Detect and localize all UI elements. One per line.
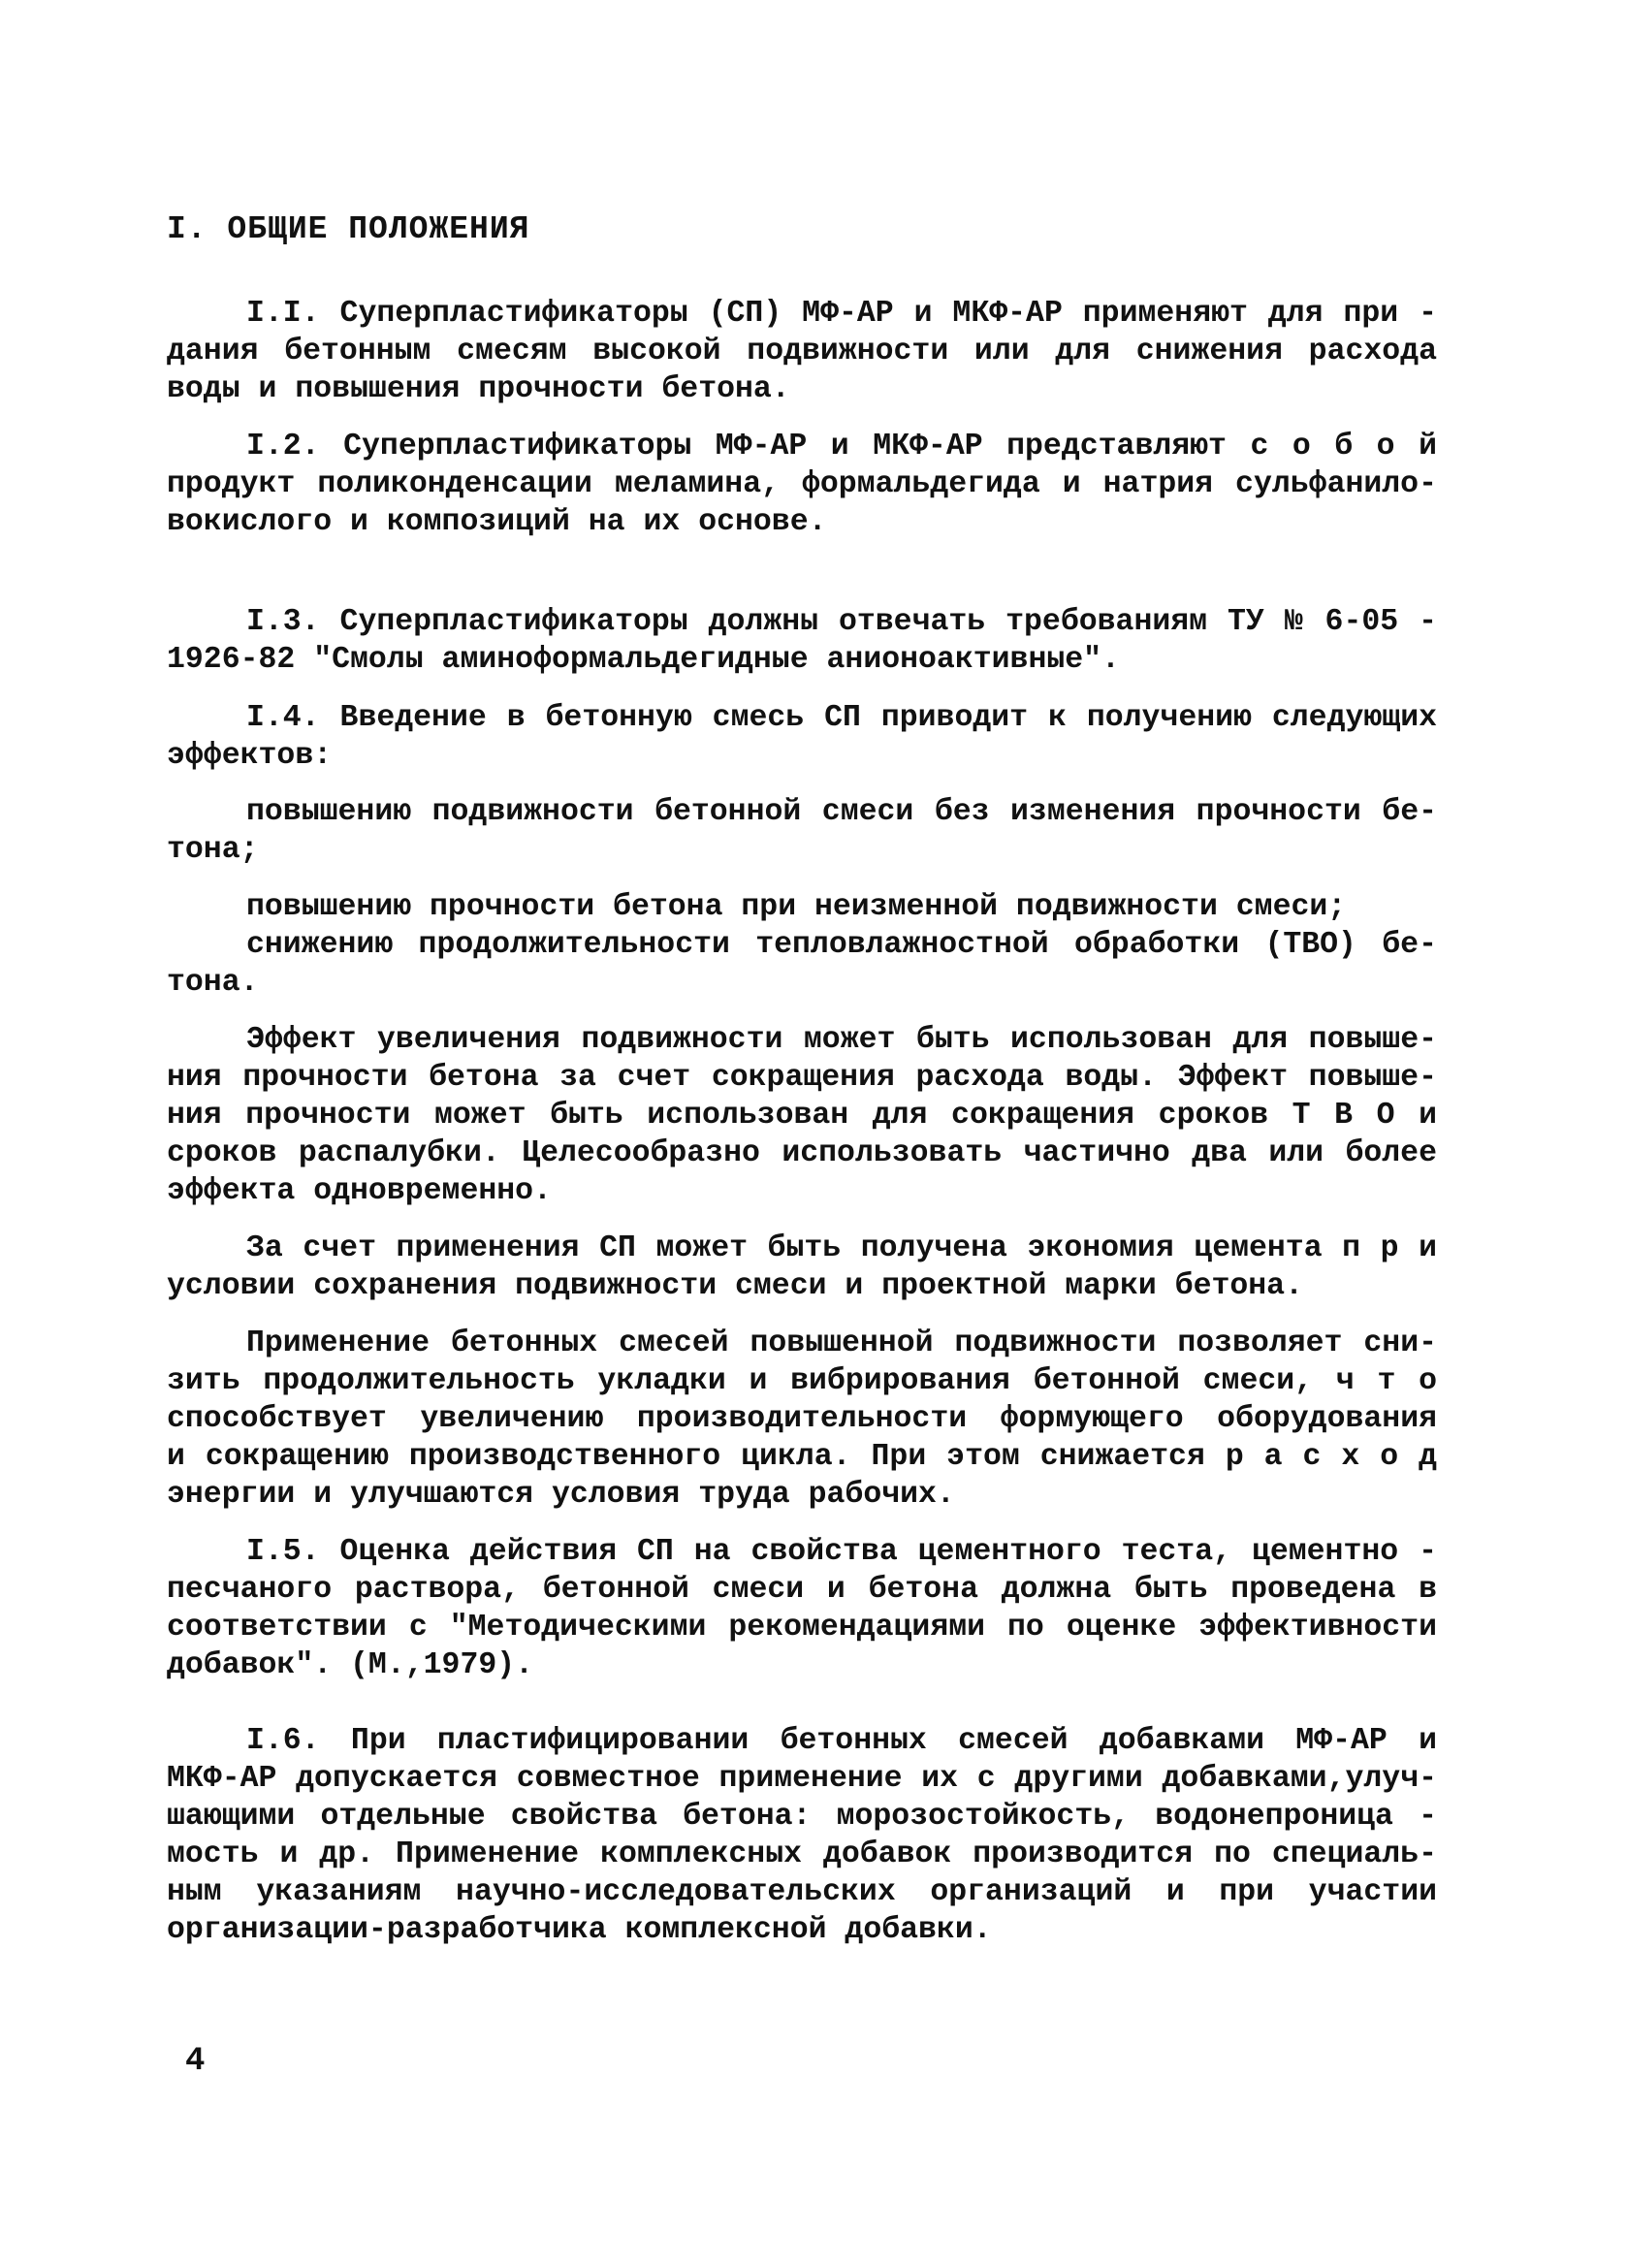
text-line: 1926-82 "Смолы аминоформальдегидные анионоактивные". (167, 643, 1120, 677)
text-line: эффектов: (167, 739, 333, 773)
text-line: ным указаниям научно-исследовательских организаций и при участии (167, 1875, 1437, 1909)
text-line: повышению подвижности бетонной смеси без изменения прочности бе- (246, 795, 1437, 829)
text-line: ния прочности бетона за счет сокращения расхода воды. Эффект повыше- (167, 1061, 1437, 1095)
text-line: добавок". (М.,1979). (167, 1648, 534, 1682)
text-line: воды и повышения прочности бетона. (167, 372, 790, 406)
text-line: Применение бетонных смесей повышенной подвижности позволяет сни- (246, 1326, 1437, 1360)
text-line: I.6. При пластифицировании бетонных смесей добавками МФ-АР и (246, 1724, 1437, 1758)
text-line: I.3. Суперпластификаторы должны отвечать требованиям ТУ № 6-05 - (246, 605, 1437, 639)
section-heading: I. ОБЩИЕ ПОЛОЖЕНИЯ (167, 211, 530, 247)
text-line: I.4. Введение в бетонную смесь СП приводит к получению следующих (246, 701, 1437, 735)
text-line: повышению прочности бетона при неизменной подвижности смеси; (246, 890, 1347, 924)
text-line: I.2. Суперпластификаторы МФ-АР и МКФ-АР представляют с о б о й (246, 430, 1437, 463)
page-number: 4 (185, 2043, 206, 2080)
text-line: дания бетонным смесям высокой подвижности или для снижения расхода (167, 335, 1437, 368)
text-line: вокислого и композиций на их основе. (167, 505, 827, 539)
text-line: тона. (167, 966, 259, 1000)
text-line: и сокращению производственного цикла. При этом снижается р а с х о д (167, 1440, 1437, 1474)
text-line: снижению продолжительности тепловлажностной обработки (ТВО) бе- (246, 928, 1437, 962)
text-line: тона; (167, 833, 259, 867)
text-line: способствует увеличению производительности формующего оборудования (167, 1402, 1437, 1436)
text-line: условии сохранения подвижности смеси и проектной марки бетона. (167, 1269, 1303, 1303)
text-line: зить продолжительность укладки и вибрирования бетонной смеси, ч т о (167, 1364, 1437, 1398)
text-line: эффекта одновременно. (167, 1174, 552, 1208)
text-line: соответствии с "Методическими рекомендациями по оценке эффективности (167, 1611, 1437, 1645)
text-line: шающими отдельные свойства бетона: морозостойкость, водонепроница - (167, 1800, 1437, 1834)
text-line: МКФ-АР допускается совместное применение их с другими добавками,улуч- (167, 1762, 1437, 1796)
text-line: организации-разработчика комплексной добавки. (167, 1913, 992, 1947)
text-line: сроков распалубки. Целесообразно использовать частично два или более (167, 1136, 1437, 1170)
text-line: мость и др. Применение комплексных добавок производится по специаль- (167, 1837, 1437, 1871)
text-line: энергии и улучшаются условия труда рабочих. (167, 1478, 955, 1512)
text-line: ния прочности может быть использован для сокращения сроков Т В О и (167, 1099, 1437, 1133)
text-line: За счет применения СП может быть получена экономия цемента п р и (246, 1231, 1437, 1265)
text-line: I.5. Оценка действия СП на свойства цементного теста, цементно - (246, 1535, 1437, 1569)
text-line: I.I. Суперпластификаторы (СП) МФ-АР и МКФ-АР применяют для при - (246, 297, 1437, 331)
text-line: Эффект увеличения подвижности может быть использован для повыше- (246, 1023, 1437, 1057)
text-line: песчаного раствора, бетонной смеси и бетона должна быть проведена в (167, 1573, 1437, 1607)
text-line: продукт поликонденсации меламина, формальдегида и натрия сульфанило- (167, 467, 1437, 501)
